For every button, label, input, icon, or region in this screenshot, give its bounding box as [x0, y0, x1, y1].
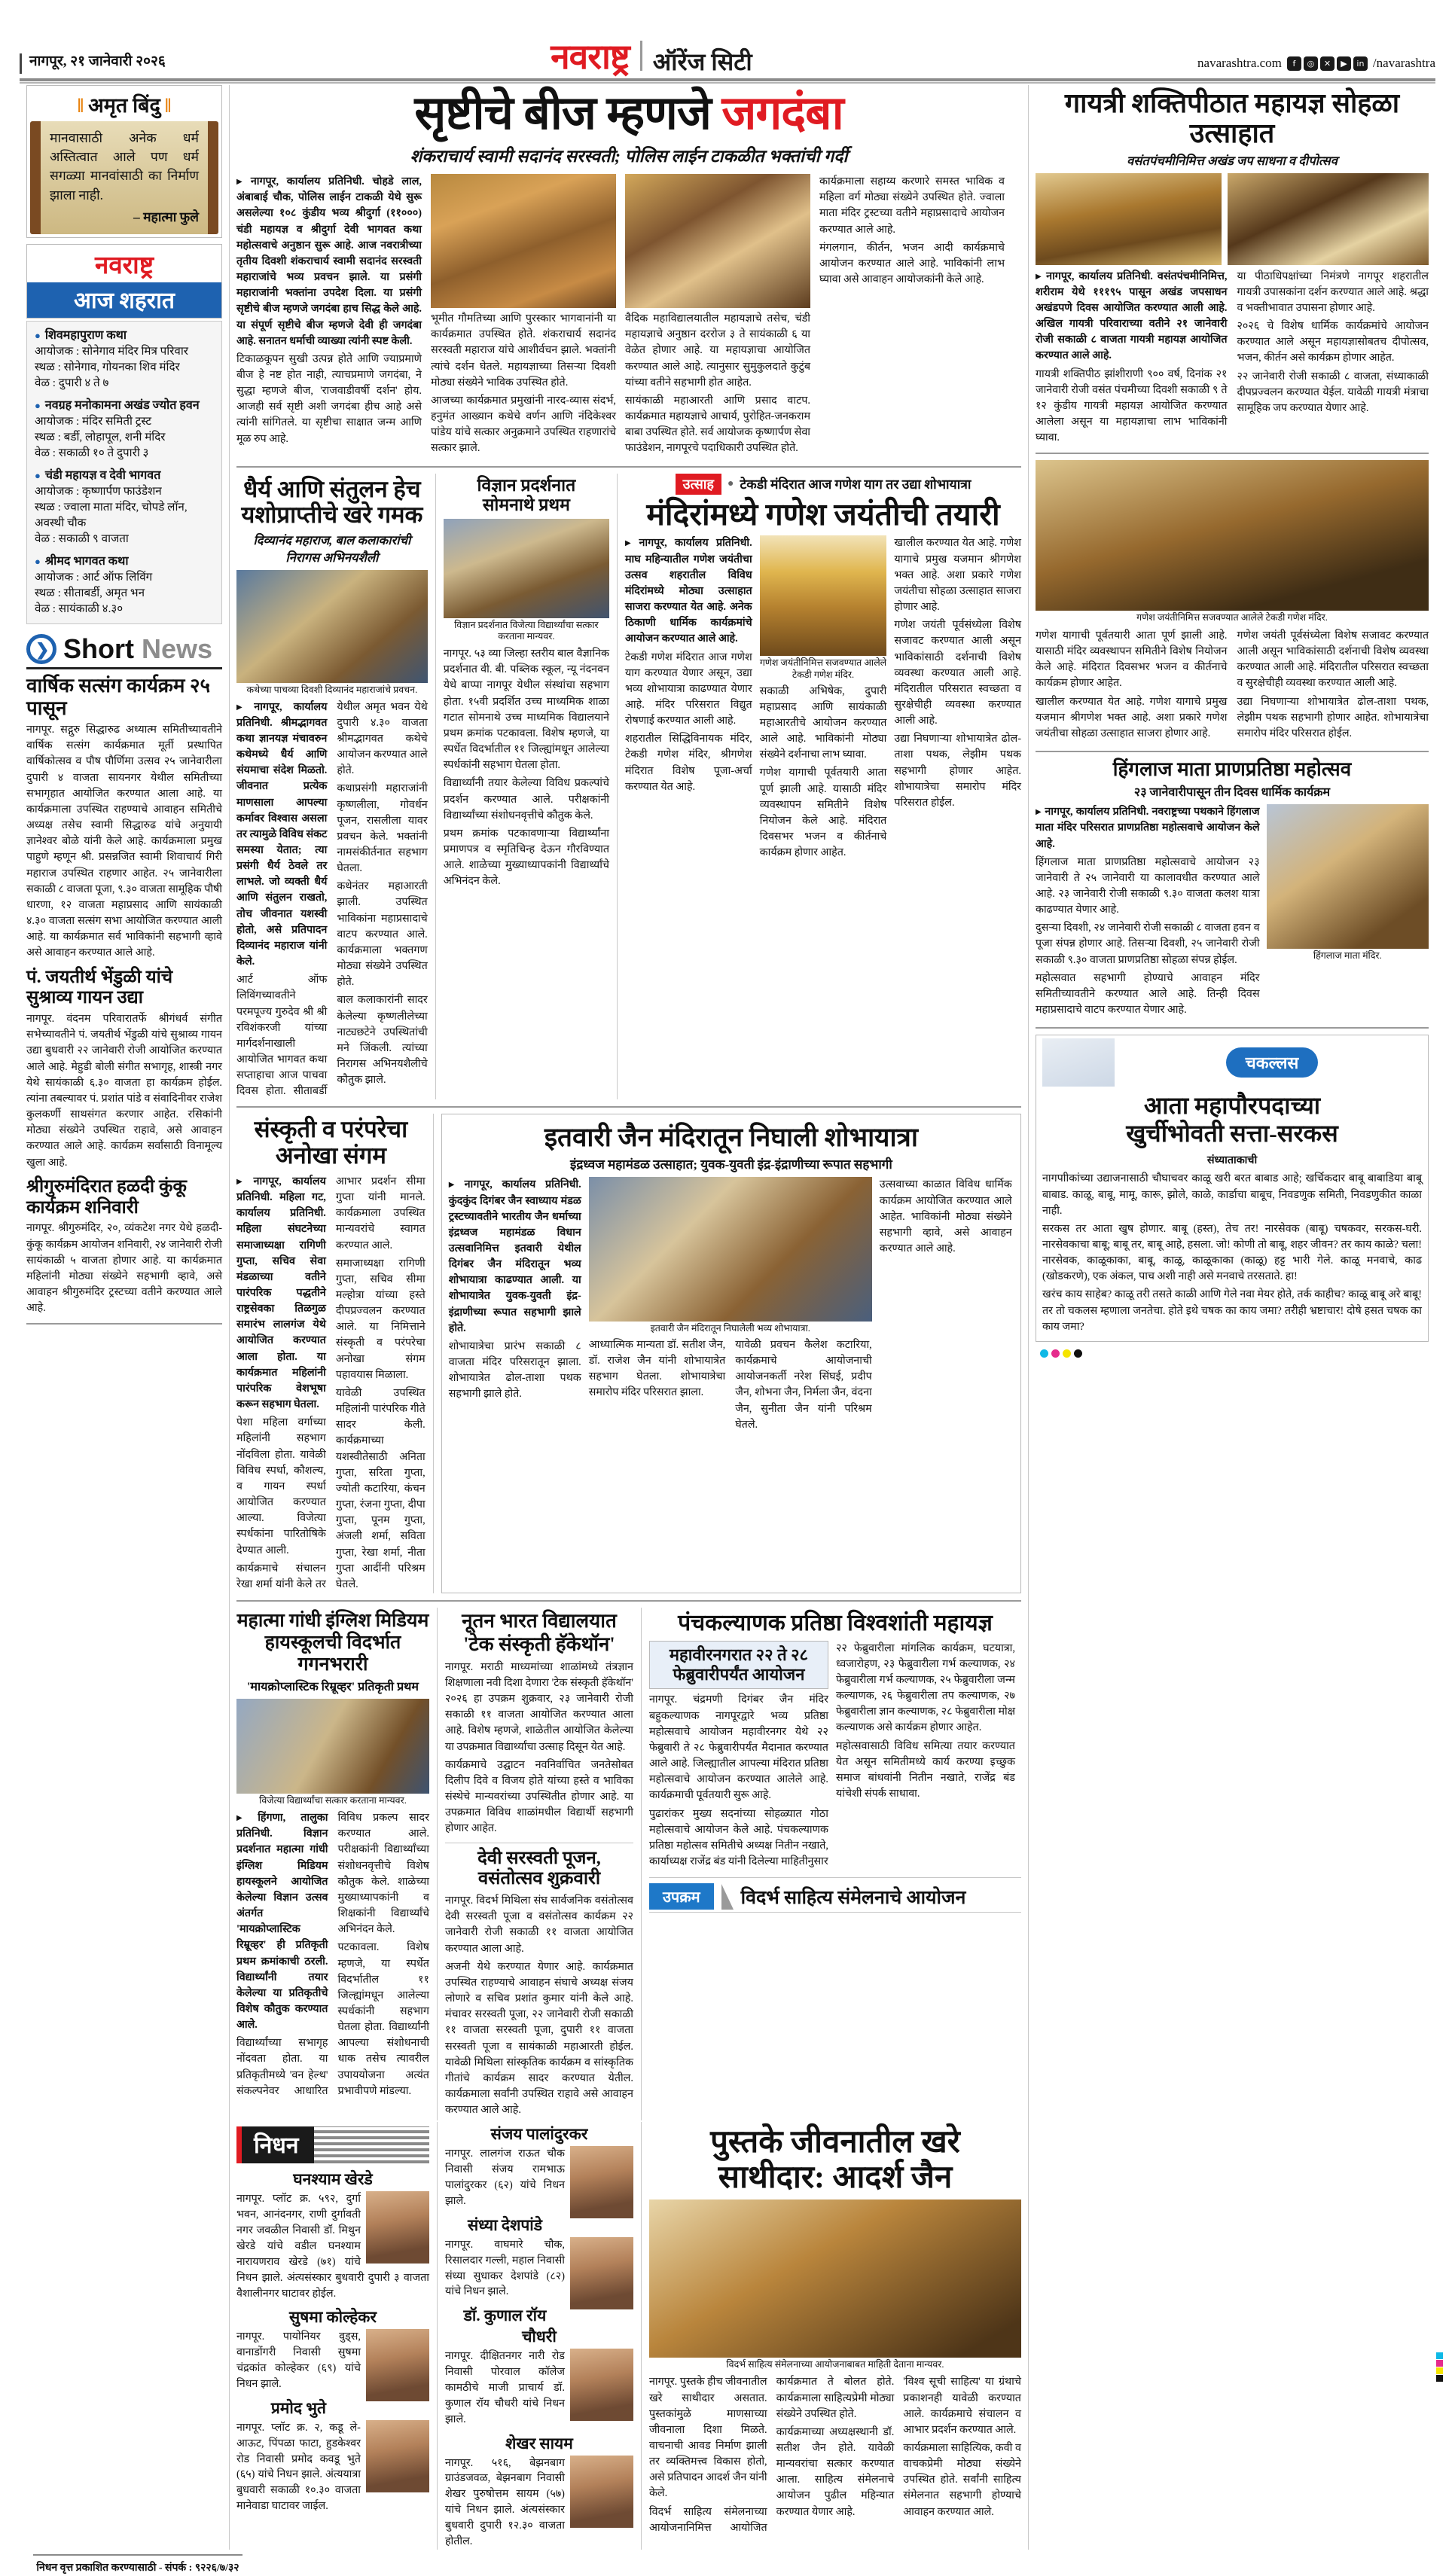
- section-divider: [236, 1600, 1021, 1602]
- ganesh-col-3: [894, 535, 1021, 863]
- obituary-name: सुषमा कोल्हेकर: [288, 2308, 377, 2327]
- hinglaj-text: [1036, 804, 1260, 1020]
- lead-headline-black: सृष्टीचे बीज म्हणजे: [414, 88, 711, 139]
- list-item: [236, 2398, 429, 2514]
- linkedin-icon[interactable]: in: [1353, 56, 1368, 71]
- nidhan-header: [236, 2126, 429, 2163]
- section-divider: [1036, 453, 1429, 454]
- ganesh-temple-photo: [1036, 460, 1429, 611]
- paragraph: उद्या निघणाऱ्या शोभायात्रेत ढोल-ताशा पथक, लेझीम पथक सहभागी होणार आहेत. शोभायात्रेचा समारोप मंदिर परिसरात होईल.: [1237, 695, 1429, 739]
- amrit-quote-text: मानवासाठी अनेक धर्म अस्तित्वात आले पण धर्म सगळ्या मानवांसाठी का निर्माण झाला नाही.: [50, 130, 199, 203]
- event-time: वेळ : सायंकाळी ४.३०: [35, 602, 124, 615]
- list-item: [445, 2305, 633, 2427]
- devi-body: [445, 1893, 633, 2118]
- article-ganesh: [618, 474, 1021, 1100]
- ornament-left-icon: ‖: [77, 95, 84, 117]
- obituary-photo: [570, 2349, 633, 2421]
- article-vidnyan: [436, 474, 617, 1100]
- paragraph: नागपूर. चंद्रमणी दिगंबर जैन मंदिर बहुकल्याणक नागपूरद्वारे भव्य प्रतिष्ठा महोत्सवाचे आयोजन महावीरनगर येथे २२ फेब्रुवारी ते २८ फेब्रुवारीपर्यंत मैदानात करण्यात आले आहे. जिल्ह्यातील आपल्या मंदिरात प्रतिष्ठा महोत्सवाचे आयोजन करण्यात आलेले आहे. कार्यक्रमाची पूर्वतयारी सुरू आहे.: [648, 1693, 828, 1802]
- website-url[interactable]: navarashtra.com: [1197, 56, 1282, 70]
- paragraph: ▶ नागपूर, कार्यालय प्रतिनिधी. कुंदकुंद दिगंबर जैन स्वाध्याय मंडळ ट्रस्टच्यावतीने भारतीय जैन धर्माच्या इंद्रध्वज महामंडळ विधान उत्सवानिमित्त इतवारी येथील दिगंबर जैन मंदिरातून भव्य शोभायात्रा काढण्यात आली. या शोभायात्रेत युवक-युवती इंद्र-इंद्राणीच्या रूपात सहभागी झाले होते.: [449, 1177, 581, 1337]
- lead-col-1: [236, 174, 422, 459]
- paragraph: आध्यात्मिक मान्यता डॉ. सतीश जैन, डॉ. राजेश जैन यांनी शोभायात्रेत सहभाग घेतला. शोभायात्रेचा समारोप मंदिर परिसरात झाला.: [588, 1338, 726, 1399]
- section-divider: [236, 466, 1021, 468]
- paragraph: ▶ नागपूर, कार्यालय प्रतिनिधी. श्रीमद्भागवत कथा ज्ञानयज्ञ मंचावरुन कथेमध्ये धैर्य आणि संयमाचा संदेश मिळतो. जीवनात प्रत्येक माणसाला आपल्या कर्मावर विश्वास असला तर त्यामुळे विविध संकट समस्या येतात; त्या प्रसंगी धैर्य ठेवले तर लाभले. जो व्यक्ती धैर्य आणि संतुलन राखतो, तोच जीवनात यशस्वी होतो, असे प्रतिपादन दिव्यानंद महाराज यांनी केले.: [236, 700, 327, 971]
- nutan-body: [445, 1660, 633, 1837]
- lead-col-2: [431, 174, 616, 459]
- social-handle: /navarashtra: [1372, 56, 1435, 70]
- article-panchkalyanak: [642, 1608, 1021, 2120]
- article-mgandhi: [236, 1608, 437, 2120]
- paragraph: दुसऱ्या दिवशी, २४ जानेवारी रोजी सकाळी ८ वाजता हवन व पूजा संपन्न होणार आहे. तिसऱ्या दिवशी, २५ जानेवारी रोजी सकाळी ९.३० वाजता प्राणप्रतिष्ठा सोहळा संपन्न होईल.: [1036, 922, 1260, 966]
- lead-article-body: [236, 174, 1021, 459]
- list-item: [445, 2123, 633, 2209]
- list-item: [35, 553, 214, 617]
- jain-headline[interactable]: इतवारी जैन मंदिरातून निघाली शोभायात्रा: [544, 1123, 918, 1153]
- short-news-title: Short News: [63, 633, 213, 664]
- paragraph: ▶ नागपूर, कार्यालय प्रतिनिधी. माघ महिन्यातील गणेश जयंतीचा उत्सव शहरातील विविध मंदिरांमध्ये मोठ्या उत्साहात साजरा करण्यात येत आहे. अनेक ठिकाणी धार्मिक कार्यक्रमांचे आयोजन करण्यात आले आहे.: [625, 535, 752, 647]
- list-item: [445, 2433, 633, 2550]
- center-column: [230, 85, 1028, 2550]
- paragraph: नागपाीकांच्या उद्याजनासाठी चौघाचवर काळू खरी बरत बाबाड आहे; खर्चिकदार बाबू बाबाडिया बाबू बाबाड. काळू, बाबू, मामू, कारू, झोले, काळे, कार्डाचा बाबूच, निवडणुक समिती, निवडणुकीत काळा नाही.: [1042, 1172, 1422, 1217]
- masthead-brand: [551, 38, 752, 77]
- hinglaj-photo: [1267, 804, 1429, 949]
- amrit-quote-scroll: [30, 121, 218, 234]
- event-organizer: आयोजक : आर्ट ऑफ लिविंग: [35, 570, 153, 584]
- vidnyan-body: [444, 646, 609, 889]
- paragraph: २०२६ चे विशेष धार्मिक कार्यक्रमांचे आयोजन करण्यात आले असून महायज्ञासोबतच दीपोत्सव, भजन, कीर्तन असे कार्यक्रम होणार आहेत.: [1237, 320, 1429, 364]
- row-two: [236, 474, 1021, 1100]
- short-news-header: [26, 633, 222, 669]
- paragraph: कार्यक्रमाच्या अध्यक्षस्थानी डॉ. सतीश जैन होते. यावेळी मान्यवरांचा सत्कार करण्यात आला. साहित्य संमेलनाचे आयोजन पुढील महिन्यात करण्यात येणार आहे.: [776, 2425, 895, 2518]
- event-title: ● शिवमहापुराण कथा: [35, 328, 214, 344]
- list-item: [445, 2215, 633, 2300]
- paragraph: नागपूर. मराठी माध्यमांच्या शाळांमध्ये तंत्रज्ञान शिक्षणाला नवी दिशा देणारा 'टेक संस्कृती हॅकेथॉन' २०२६ हा उपक्रम शुक्रवार, २३ जानेवारी रोजी सकाळी ११ वाजता आयोजित करण्यात आला आहे. विशेष म्हणजे, शाळेतील आयोजित केलेल्या या उपक्रमात विद्यार्थ्यांचा उत्साह दिसून येत आहे.: [444, 1660, 633, 1753]
- pustake-headline[interactable]: पुस्तके जीवनातील खरे साथीदार: आदर्श जैन: [710, 2125, 960, 2195]
- paragraph: गणेश यागाची पूर्वतयारी आता पूर्ण झाली आहे. यासाठी मंदिर व्यवस्थापन समितीने विशेष नियोजन केले आहे. मंदिरात दिवसभर भजन व कीर्तनाचे कार्यक्रम होणार आहेत.: [759, 767, 887, 859]
- gayatri-headline[interactable]: गायत्री शक्तिपीठात महायज्ञ सोहळा उत्साहात: [1064, 88, 1400, 149]
- section-divider: [26, 1323, 222, 1325]
- nutan-headline[interactable]: नूतन भारत विद्यालयात 'टेक संस्कृती हॅकेथॉन': [462, 1610, 617, 1655]
- paragraph: खरंच काय साहेब? काळू तरी तसते काळी आणि गेले नवा मेयर होते, तर्क काहीच? काळू बाबू अरे बाबू! तर तो चकलस म्हणाला जनतेचा. होते इथे चषक का काय जमा? तरीही भ्रष्टाचार! दोषे हसत चषक का काय जमा?: [1042, 1288, 1422, 1333]
- ganesh-body-row: [625, 535, 1021, 863]
- paragraph: यावेळी उपस्थित महिलांनी पारंपरिक गीते सादर केली. कार्यक्रमाच्या यशस्वीतेसाठी अनिता गुप्ता, सरिता गुप्ता, ज्योती कटारिया, कंचन गुप्ता, रंजना गुप्ता, दीपा गुप्ता, पूनम गुप्ता, अंजली शर्मा, सविता गुप्ता, रेखा शर्मा, नीता गुप्ता आदींनी परिश्रम घेतले.: [335, 1386, 426, 1590]
- hinglaj-photo-wrap: [1267, 804, 1429, 1020]
- section-divider: [236, 1106, 1021, 1108]
- article-hinglaj: [1036, 758, 1429, 1020]
- jain-col-1: [449, 1177, 581, 1433]
- logo-divider: [640, 41, 642, 71]
- left-sidebar: [20, 85, 229, 2550]
- jain-caption: इतवारी जैन मंदिरातून निघालेली भव्य शोभायात्रा.: [650, 1323, 810, 1334]
- paragraph: मंगलगान, कीर्तन, भजन आदी कार्यक्रमाचे आयोजन करण्यात आले आहे. भाविकांनी लाभ घ्यावा असे आवाहन आयोजकांनी केले आहे.: [819, 241, 1005, 286]
- paragraph: महोत्सवात सहभागी होण्याचे आवाहन मंदिर समितीच्यावतीने करण्यात आले आहे. तिन्ही दिवस महाप्रसादाचे वाटप करण्यात येणार आहे.: [1036, 971, 1260, 1017]
- paragraph: अजनी येथे करण्यात येणार आहे. कार्यक्रमात उपस्थित राहण्याचे आवाहन संघाचे अध्यक्ष संजय लोणारे व सचिव प्रशांत कुमार यांनी केले आहे. मंचावर सरस्वती पूजा, २२ जानेवारी रोजी सकाळी ११ वाजता सरस्वती पूजा, दुपारी ११ वाजता सरस्वती पूजा व सायंकाळी महाआरती होईल. यावेळी मिथिला सांस्कृतिक कार्यक्रम व सांस्कृतिक गीतांचे कार्यक्रम सादर करण्यात येतील. कार्यक्रमाला सर्वांनी उपस्थित राहावे असे आवाहन करण्यात आले आहे.: [444, 1960, 633, 2117]
- event-title: ● नवग्रह मनोकामना अखंड ज्योत हवन: [35, 398, 214, 414]
- mgandhi-photo: [236, 1699, 429, 1794]
- pustake-photo: [649, 2200, 1021, 2358]
- gayatri-kicker: वसंतपंचमीनिमित्त अखंड जप साधना व दीपोत्सव: [1127, 153, 1338, 168]
- masthead: [14, 0, 1441, 77]
- upakram-title: विदर्भ साहित्य संमेलनाचे आयोजन: [740, 1887, 966, 1908]
- paragraph: हिंगलाज माता प्राणप्रतिष्ठा महोत्सवाचे आयोजन २३ जानेवारी ते २५ जानेवारी या कालावधीत करण्यात आले आहे. २३ जानेवारी रोजी सकाळी ९.३० वाजता कलश यात्रा काढण्यात येणार आहे.: [1036, 855, 1260, 916]
- paragraph: गायत्री शक्तिपीठ झांशीराणी ९०० वर्ष, दिनांक २१ जानेवारी रोजी वसंत पंचमीच्या दिवशी सकाळी ९ ते १२ कुंडीय गायत्री महायज्ञ आयोजित करण्यात आलेला असून या महायज्ञाचा लाभ भाविकांनी घ्यावा.: [1036, 367, 1228, 444]
- masthead-rule-thick: [20, 78, 1435, 81]
- gayatri-body: [1036, 269, 1429, 447]
- chakallas-header: [1036, 1035, 1429, 1090]
- amrit-bindu-box: [26, 85, 222, 238]
- ganesh-col-2: [760, 535, 887, 863]
- event-time: वेळ : सकाळी १० ते दुपारी ३: [35, 446, 149, 459]
- bullet-icon: ●: [727, 477, 734, 489]
- arrow-circle-icon: [26, 634, 56, 664]
- jain-photo: [589, 1177, 872, 1322]
- paragraph: उत्सवाच्या काळात विविध धार्मिक कार्यक्रम आयोजित करण्यात आले आहेत. भाविकांनी मोठ्या संख्येने सहभागी व्हावे, असे आवाहन करण्यात आले आहे.: [879, 1178, 1012, 1254]
- nidhan-col-2: [438, 2122, 641, 2549]
- dhairya-photo: [236, 570, 428, 683]
- jain-kicker: इंद्रध्वज महामंडळ उत्साहात; युवक-युवती इंद्र-इंद्राणीच्या रूपात सहभागी: [570, 1157, 892, 1172]
- main-grid: [14, 85, 1441, 2550]
- nidhan-stripes: [314, 2126, 429, 2163]
- dhairya-caption: कथेच्या पाचव्या दिवशी दिव्यानंद महाराजांचे प्रवचन.: [246, 684, 418, 695]
- short-news-body: नागपूर. श्रीगुरुमंदिर, २०, व्यंकटेश नगर येथे हळदी-कुंकू कार्यक्रम आयोजन शनिवारी, २४ जानेवारी रोजी सायंकाळी ५ वाजता होणार आहे. या कार्यक्रमात महिलांनी मोठ्या संख्येने सहभागी व्हावे, असे आवाहन श्रीगुरुमंदिर ट्रस्टच्या वतीने करण्यात आले आहे.: [26, 1222, 222, 1315]
- hinglaj-caption: हिंगलाज माता मंदिर.: [1313, 950, 1382, 962]
- right-column: [1029, 85, 1435, 2550]
- obituary-text: नागपूर. पायोनियर वुड्स, वानाडोंगरी निवासी सुषमा चंद्रकांत कोल्हेकर (६९) यांचे निधन झाले.: [236, 2329, 429, 2392]
- paragraph: सायंकाळी महाआरती आणि प्रसाद वाटप. कार्यक्रमात महायज्ञाचे आचार्य, पुरोहित-जनकराम बाबा उपस्थित होते. सर्व आयोजक कृष्णार्पण सेवा फाउंडेशन, नागपूरचे पदाधिकारी उपस्थित होते.: [625, 394, 810, 455]
- mgandhi-body: [236, 1810, 429, 2100]
- paragraph: विद्यार्थ्यांनी तयार केलेल्या विविध प्रकल्पांचे प्रदर्शन करण्यात आले. परीक्षकांनी विद्यार्थ्यांच्या संशोधनवृत्तीचे कौतुक केले.: [443, 777, 609, 822]
- paragraph: नागपूर. विदर्भ मिथिला संघ सार्वजनिक वसंतोत्सव देवी सरस्वती पूजा व वसंतोत्सव कार्यक्रम २२ जानेवारी रोजी सकाळी ११ वाजता आयोजित करण्यात आला आहे.: [444, 1895, 633, 1955]
- obituary-name: संध्या देशपांडे: [467, 2215, 542, 2234]
- temple-photo-caption: गणेश जयंतीनिमित्त सजवण्यात आलेले टेकडी गणेश मंदिर.: [1136, 612, 1328, 623]
- article-dhairya: [236, 474, 435, 1100]
- paragraph: शहरातील सिद्धिविनायक मंदिर, टेकडी गणेश मंदिर, श्रीगणेश मंदिरात विशेष पूजा-अर्चा करण्यात येत आहे.: [625, 733, 752, 793]
- paragraph: कार्यक्रमाला सहाय्य करणारे समस्त भाविक व महिला वर्ग मोठ्या संख्येने उपस्थित होते. ज्वाला माता मंदिर ट्रस्टच्या वतीने महाप्रसादाचे आयोजन करण्यात आले आहे.: [819, 175, 1005, 236]
- chakallas-headline[interactable]: आता महापौरपदाच्या खुर्चीभोवती सत्ता-सरकस: [1036, 1090, 1429, 1149]
- jain-col-3: [880, 1177, 1012, 1433]
- twitter-x-icon[interactable]: ✕: [1320, 56, 1335, 71]
- lead-col-4: [819, 174, 1005, 459]
- hinglaj-kicker: २३ जानेवारीपासून तीन दिवस धार्मिक कार्यक्रम: [1133, 786, 1331, 800]
- ganesh-kicker: टेकडी मंदिरात आज गणेश याग तर उद्या शोभायात्रा: [740, 476, 972, 492]
- article-jain: [441, 1114, 1021, 1593]
- paragraph: २२ फेब्रुवारीला मांगलिक कार्यक्रम, घटयात्रा, ध्वजारोहण, २३ फेब्रुवारीला गर्भ कल्याणक, २४ फेब्रुवारीला गर्भ कल्याणक, २५ फेब्रुवारीला जन्म कल्याणक, २६ फेब्रुवारीला तप कल्याणक, २७ फेब्रुवारीला ज्ञान कल्याणक, २८ फेब्रुवारीला मोक्ष कल्याणक असे कार्यक्रम होणार आहेत.: [835, 1642, 1015, 1734]
- obituary-name: शेखर सायम: [505, 2434, 573, 2453]
- obituary-photo: [366, 2191, 429, 2264]
- paragraph: यावेळी प्रवचन कैलेश कटारिया, कार्यक्रमाचे आयोजनाची आयोजनकर्ती नरेश सिंघई, प्रदीप जैन, शोभना जैन, निर्मला जैन, वंदना जैन, सुनीता जैन यांनी परिश्रम घेतले.: [735, 1338, 872, 1431]
- paragraph: पटकावला. विशेष म्हणजे, या स्पर्धेत विदर्भातील ११ जिल्ह्यांमधून आलेल्या स्पर्धकांनी सहभाग घेतला होता. विद्यार्थ्यांनी आपल्या संशोधनाची धाक तसेच त्यावरील उपाययोजना अत्यंत प्रभावीपणे मांडल्या.: [337, 1941, 429, 2097]
- paragraph: 'विश्व सूची साहित्य' या ग्रंथाचे प्रकाशनही यावेळी करण्यात आले. कार्यक्रमाचे संचालन व आभार प्रदर्शन करण्यात आले.: [903, 2376, 1021, 2436]
- amrit-bindu-title: ‖ अमृत बिंदु ‖: [77, 94, 172, 117]
- badge-brand: नवराष्ट्र: [95, 252, 154, 279]
- paragraph: भूमीत गौमतिच्या आणि पुरस्कार भागवानांनी या कार्यक्रमात उपस्थित होते. शंकराचार्य सदानंद सरस्वती महाराज यांचे आशीर्वचन झाले. भक्तांनी त्यांचे दर्शन घेतले. महायज्ञाच्या तिसऱ्या दिवशी मोठ्या संख्येने भाविक उपस्थित होते.: [431, 312, 616, 389]
- obituary-name: संजय पालांदुरकर: [490, 2125, 588, 2144]
- obituary-text: नागपूर. प्लॉट क्र. ५९२, दुर्गा भवन, आनंदनगर, राणी दुर्गावती नगर जवळील निवासी डॉ. मिथुन खेरडे यांचे वडील घनश्याम नारायणराव खेरडे (७१) यांचे निधन झाले. अंत्यसंस्कार बुधवारी दुपारी ३ वाजता वैशालीनगर घाटावर होईल.: [236, 2193, 429, 2300]
- paragraph: कथेनंतर महाआरती झाली. उपस्थित भाविकांना महाप्रसादाचे वाटप करण्यात आले. कार्यक्रमाला भक्तगण मोठ्या संख्येने उपस्थित होते.: [337, 880, 428, 989]
- pustake-body: [649, 2374, 1021, 2536]
- obituary-text: नागपूर. लालगंज राऊत चौक निवासी संजय रामभाऊ पालांदुरकर (६२) यांचे निधन झाले.: [445, 2146, 633, 2209]
- gayatri-photo-2: [1228, 173, 1429, 265]
- paragraph: कार्यक्रमाचे उद्घाटन नवनिर्वाचित जनतेसोबत दिलीप दिवे व विजय होते यांच्या हस्ते व भाविका संस्थेचे मान्यवरांच्या उपस्थितीत होणार आहे. या उपक्रमात विविध शाळांमधील विद्यार्थी सहभागी होणार आहेत.: [444, 1758, 633, 1835]
- short-news-headline[interactable]: पं. जयतीर्थ भेंडुळी यांचे सुश्राव्य गायन उद्या: [26, 967, 173, 1008]
- list-item: [236, 2306, 429, 2392]
- upakram-badge: उपक्रम: [649, 1883, 714, 1910]
- obituary-text: नागपूर. दीक्षितनगर नारी रोड निवासी पोरवाल कॉलेज कामठीचे माजी प्राचार्य डॉ. कुणाल रॉय चौधरी यांचे निधन झाले.: [445, 2349, 633, 2427]
- obituary-text: नागपूर. वाघमारे चौक, रिसालदार गल्ली, महाल निवासी संध्या सुधाकर देशपांडे (८२) यांचे निधन झाले.: [445, 2237, 633, 2300]
- facebook-icon[interactable]: f: [1287, 56, 1301, 71]
- row-five: [236, 2122, 1021, 2549]
- paragraph: पुढारांकर मुख्य सदनांच्या सोहळ्यात गोठा महोत्सवाचे आयोजन केले आहे. पंचकल्याणक प्रतिष्ठा महोत्सव समितीचे अध्यक्ष नितीन नखाते, कार्याध्यक्ष राजेंद्र बंड यांनी दिलेल्या माहितीनुसार: [648, 1807, 828, 1867]
- jain-col-2: [589, 1177, 872, 1433]
- registration-dots: [1036, 1349, 1429, 1358]
- paragraph: सकाळी अभिषेक, दुपारी महाप्रसाद आणि सायंकाळी महाआरतीचे आयोजन करण्यात आले आहे. भाविकांनी मोठ्या संख्येने दर्शनाचा लाभ घ्यावा.: [759, 684, 887, 761]
- short-news-headline[interactable]: वार्षिक सत्संग कार्यक्रम २५ पासून: [26, 674, 210, 719]
- event-venue: स्थळ : सीताबर्डी, अमृत भन: [35, 586, 145, 599]
- newspaper-logo: नवराष्ट्र: [551, 38, 630, 77]
- lead-col-3: [625, 174, 810, 459]
- nidhan-title: निधन: [236, 2126, 314, 2163]
- ganesh-kicker-row: [625, 474, 1021, 495]
- paragraph: खालील करण्यात येत आहे. गणेश यागाचे प्रमुख यजमान श्रीगणेश भक्त आहे. अशा प्रकारे गणेश जयंतीचा सोहळा उत्साहात साजरा होणार आहे.: [894, 537, 1022, 614]
- obituary-photo: [366, 2329, 429, 2401]
- ornament-right-icon: ‖: [164, 95, 172, 117]
- paragraph: कार्यक्रमाला साहित्यिक, कवी व वाचकप्रेमी मोठ्या संख्येने उपस्थित होते. सर्वांनी साहित्य संमेलनात सहभागी होण्याचे आवाहन करण्यात आले.: [903, 2441, 1021, 2518]
- paragraph: संध्याताकाची: [1206, 1154, 1258, 1167]
- ganesh-right-body: [1036, 628, 1429, 744]
- event-time: वेळ : दुपारी ४ ते ७: [35, 376, 109, 389]
- divider: [649, 1912, 1021, 1913]
- section-divider: [1036, 751, 1429, 752]
- page-title: [236, 90, 1021, 139]
- obituary-photo: [366, 2420, 429, 2492]
- obituary-photo: [570, 2237, 633, 2309]
- cmyk-marks: [1436, 2352, 1443, 2382]
- paragraph: नागपूर. ५३ व्या जिल्हा स्तरीय बाल वैज्ञानिक प्रदर्शनात वी. बी. पब्लिक स्कूल, न्यू नंदनवन येथे बाप्पा नागपूर येथील संस्थांचा सहभाग होता. १५वी प्रदर्शित उच्च माध्यमिक शाळा गटात सोमनाथे उच्च माध्यमिक विद्यालयाने प्रथम क्रमांक पटकावला. विशेष म्हणजे, या स्पर्धेत विदर्भातील ११ जिल्ह्यांमधून आलेल्या स्पर्धकांनी सहभाग घेतला होता.: [443, 648, 609, 772]
- paragraph: गणेश यागाची पूर्वतयारी आता पूर्ण झाली आहे. यासाठी मंदिर व्यवस्थापन समितीने विशेष नियोजन केले आहे. मंदिरात दिवसभर भजन व कीर्तनाचे कार्यक्रम होणार आहेत.: [1036, 629, 1228, 690]
- obituary-text: नागपूर. ५१६, बेझनबाग ग्राउंडजवळ, बेझनबाग निवासी शेखर पुरुषोत्तम सायम (५७) यांचे निधन झाले. अंत्यसंस्कार बुधवारी दुपारी १२.३० वाजता होतील.: [445, 2456, 633, 2550]
- pustake-caption: विदर्भ साहित्य संमेलनाच्या आयोजनाबाबत माहिती देताना मान्यवर.: [726, 2358, 944, 2370]
- vidnyan-headline[interactable]: विज्ञान प्रदर्शनात सोमनाथे प्रथम: [477, 475, 576, 515]
- paragraph: कार्यक्रमाचे संचालन रेखा शर्मा यांनी केले तर आभार प्रदर्शन सीमा गुप्ता यांनी मानले. कार्यक्रमाला उपस्थित मान्यवरांचे स्वागत करण्यात आले.: [236, 1175, 426, 1590]
- today-events-list: [26, 321, 222, 624]
- ganesh-caption: गणेश जयंतीनिमित्त सजवण्यात आलेले टेकडी गणेश मंदिर.: [759, 657, 887, 681]
- event-organizer: आयोजक : कृष्णार्पण फाउंडेशन: [35, 484, 162, 498]
- paragraph: ▶ नागपूर, कार्यालय प्रतिनिधी. महिला गट, कार्यालय प्रतिनिधी. महिला संघटनेच्या समाजाध्यक्षा रागिणी गुप्ता, सचिव सेवा मंडळाच्या वतीने पारंपरिक पद्धतीने राष्ट्रसेवका तिळगुळ समारंभ लालगंज येथे आयोजित करण्यात आला होता. या कार्यक्रमात महिलांनी पारंपरिक वेशभूषा करून सहभाग घेतला.: [236, 1174, 326, 1413]
- chakallas-body: [1036, 1149, 1429, 1342]
- masthead-rule-thin: [20, 82, 1435, 84]
- black-mark: [1436, 2375, 1443, 2382]
- panch-headline[interactable]: पंचकल्याणक प्रतिष्ठा विश्वशांती महायज्ञ: [678, 1611, 993, 1636]
- row-three: [236, 1114, 1021, 1593]
- list-item: [236, 2169, 429, 2301]
- youtube-icon[interactable]: ▶: [1337, 56, 1351, 71]
- paragraph: खालील करण्यात येत आहे. गणेश यागाचे प्रमुख यजमान श्रीगणेश भक्त आहे. अशा प्रकारे गणेश जयंतीचा सोहळा उत्साहात साजरा होणार आहे.: [1036, 695, 1228, 739]
- date-line: नागपूर, २१ जानेवारी २०२६: [20, 53, 166, 74]
- short-news-headline[interactable]: श्रीगुरुमंदिरात हळदी कुंकू कार्यक्रम शनिवारी: [26, 1176, 187, 1218]
- mgandhi-kicker: 'मायक्रोप्लास्टिक रिम्रूव्हर' प्रतिकृती प्रथम: [246, 1681, 419, 1694]
- paragraph: २२ जानेवारी रोजी सकाळी ८ वाजता, संध्याकाळी दीपप्रज्वलन करण्यात येईल. यावेळी गायत्री मंत्राचा सामूहिक जप करण्यात येणार आहे.: [1237, 370, 1429, 414]
- sanskruti-body: [236, 1174, 426, 1594]
- paragraph: पेशा महिला वर्गाच्या महिलांनी सहभाग नोंदविला होता. यावेळी विविध स्पर्धा, कौशल्य, व गायन स्पर्धा आयोजित करण्यात आल्या. विजेत्या स्पर्धकांना पारितोषिके देण्यात आली.: [236, 1416, 326, 1556]
- paragraph: विद्यार्थ्यांच्या सभागृह नोंदवता होता. या प्रतिकृतीमध्ये 'वन हेल्थ' संकल्पनेवर आधारित विविध प्रकल्प सादर करण्यात आले. परीक्षकांनी विद्यार्थ्यांच्या संशोधनवृत्तीचे विशेष कौतुक केले. शाळेच्या मुख्याध्यापकांनी व शिक्षकांनी विद्यार्थ्यांचे अभिनंदन केले.: [236, 1812, 429, 2097]
- mgandhi-caption: विजेत्या विद्यार्थ्यांचा सत्कार करताना मान्यवर.: [259, 1795, 407, 1806]
- panch-body-row: [649, 1641, 1021, 1873]
- magenta-mark: [1436, 2360, 1443, 2367]
- jain-body-row: [449, 1177, 1014, 1433]
- paragraph: टेकडी गणेश मंदिरात आज गणेश याग करण्यात येणार असून, उद्या भव्य शोभायात्रा काढण्यात येणार आहे. मंदिर परिसरात विद्युत रोषणाई करण्यात आली आहे.: [625, 651, 752, 727]
- obituary-name: डॉ. कुणाल रॉय चौधरी: [463, 2306, 557, 2346]
- amrit-quote-attribution: – महात्मा फुले: [133, 209, 199, 224]
- paragraph: नागपूर. पुस्तके हीच जीवनातील खरे साथीदार असतात. पुस्तकांमुळे माणसाच्या जीवनाला दिशा मिळते. वाचनाची आवड निर्माण झाली तर व्यक्तिमत्त्व विकास होतो, असे प्रतिपादन आदर्श जैन यांनी केले.: [648, 2376, 767, 2500]
- paragraph: ▶ हिंगणा, तालुका प्रतिनिधी. विज्ञान प्रदर्शनात महात्मा गांधी इंग्लिश मिडियम हायस्कूलने आयोजित केलेल्या विज्ञान उत्सव अंतर्गत 'मायक्रोप्लास्टिक रिम्रूव्हर' ही प्रतिकृती प्रथम क्रमांकाची ठरली. विद्यार्थ्यांनी तयार केलेल्या या प्रतिकृतीचे विशेष कौतुक करण्यात आले.: [236, 1810, 328, 2033]
- paragraph: आर्ट ऑफ लिविंगच्यावतीने परमपूज्य गुरुदेव श्री श्री रविशंकरजी यांच्या मार्गदर्शनाखाली आयोजित भागवत कथा सप्ताहाचा आज पाचवा दिवस होता. सीताबर्डी येथील अमृत भवन येथे दुपारी ४.३० वाजता श्रीमद्भागवत कथेचे आयोजन करण्यात आले होते.: [236, 700, 428, 1098]
- obituary-photo: [570, 2146, 633, 2218]
- slash-divider-icon: [721, 1884, 734, 1910]
- paragraph: विदर्भ साहित्य संमेलनाच्या आयोजनानिमित्त आयोजित कार्यक्रमात ते बोलत होते. कार्यक्रमाला साहित्यप्रेमी मोठ्या संख्येने उपस्थित होते.: [648, 2376, 895, 2534]
- nidhan-footer: निधन वृत्त प्रकाशित करण्यासाठी - संपर्क : ९२२६/७/३२: [33, 2554, 242, 2576]
- paragraph: ▶ नागपूर, कार्यालय प्रतिनिधी. नवराष्ट्रच्या पथकाने हिंगलाज माता मंदिर परिसरात प्राणप्रतिष्ठा महोत्सवाचे आयोजन केले आहे.: [1036, 804, 1260, 852]
- event-title: ● चंडी महायज्ञ व देवी भागवत: [35, 468, 214, 484]
- obituary-name: प्रमोद भुते: [270, 2398, 327, 2417]
- hinglaj-headline[interactable]: हिंगलाज माता प्राणप्रतिष्ठा महोत्सव: [1112, 758, 1352, 781]
- masthead-web-info: [1197, 56, 1435, 74]
- event-venue: स्थळ : बर्डी, लोहापूल, शनी मंदिर: [35, 430, 166, 444]
- yellow-mark: [1436, 2367, 1443, 2374]
- short-news-body: नागपूर. सद्गुरु सिद्धारुढ अध्यात्म समितीच्यावतीने वार्षिक सत्संग कार्यक्रमात मूर्ती प्रस्थापित वार्षिकोत्सव व पौष पौर्णिमा उत्सव २५ जानेवारीला दुपारी ४ वाजता सायनगर येथील समितीच्या सभागृहात आयोजित करण्यात आला आहे. या कार्यक्रमाला उपस्थित राहण्याचे आवाहन समितीचे अध्यक्ष तसेच स्वामी सिद्धारुढ यांचे अनुयायी ज्ञानेश्वर बोळे यांनी केले आहे. कार्यक्रमाला प्रमुख पाहुणे म्हणून श्री. प्रसन्नजित स्वामी शिवाचार्य गिरी महाराज उपस्थित राहणार आहेत. २५ जानेवारीला सकाळी ८ वाजता पूजा, ९.३० वाजता सामूहिक पौषी धारणा, १२ वाजता महाप्रसाद आणि सायंकाळी ४.३० वाजता सत्संग सभा आयोजित करण्यात आली आहे. या कार्यक्रमात सर्व भाविकांनी सहभागी व्हावे असे आवाहन करण्यात आले आहे.: [26, 724, 222, 959]
- paragraph: महोत्सवासाठी विविध समित्या तयार करण्यात येत असून समितीमध्ये कार्य करण्या इच्छुक समाज बांधवांनी नितीन नखाते, राजेंद्र बंड यांचेशी संपर्क साधावा.: [835, 1739, 1015, 1800]
- event-organizer: आयोजक : सोनेगाव मंदिर मित्र परिवार: [35, 345, 189, 358]
- instagram-icon[interactable]: ◎: [1304, 56, 1318, 71]
- list-item: [35, 398, 214, 462]
- column-divider: [433, 1114, 434, 1593]
- chakallas-badge: चकल्लस: [1226, 1047, 1319, 1078]
- paragraph: समाजाध्यक्षा रागिणी गुप्ता, सचिव सीमा मल्होत्रा यांच्या हस्ते दीपप्रज्वलन करण्यात आले. या निमित्ताने संस्कृती व परंपरेचा अनोखा संगम पहावयास मिळाला.: [335, 1257, 426, 1381]
- paragraph: बाल कलाकारांनी सादर केलेल्या कृष्णलीलेच्या नाट्यछटेने उपस्थितांची मने जिंकली. त्यांच्या निरागस अभिनयशैलीचे कौतुक झाले.: [337, 994, 428, 1087]
- event-organizer: आयोजक : मंदिर समिती ट्रस्ट: [35, 415, 151, 428]
- hinglaj-body-row: [1036, 804, 1429, 1020]
- paragraph: शोभायात्रेचा प्रारंभ सकाळी ८ वाजता मंदिर परिसरातून झाला. शोभायात्रेत ढोल-ताशा पथक सहभागी झाले होते.: [448, 1340, 581, 1401]
- event-title: ● श्रीमद भागवत कथा: [35, 553, 214, 570]
- section-divider: [1036, 1027, 1429, 1029]
- gayatri-photo-1: [1036, 173, 1222, 265]
- today-in-city-badge: [26, 244, 222, 319]
- paragraph: वैदिक महाविद्यालयातील महायज्ञाचे तसेच, चंडी महायज्ञाचे अनुष्ठान दररोज ३ ते सायंकाळी ६ या वेळेत होणार आहे. या महायज्ञाचा आयोजित करण्यात आले आहे. त्यानुसार सुमुकुलदाते कुटुंब यांच्या वतीने सहभागी होत आहेत.: [625, 312, 810, 389]
- cartoon-icon: [1042, 1038, 1115, 1087]
- devi-headline[interactable]: देवी सरस्वती पूजन, वसंतोत्सव शुक्रवारी: [477, 1848, 601, 1889]
- panch-col-1: [649, 1641, 828, 1873]
- divider: [649, 1877, 1021, 1878]
- row-four: [236, 1608, 1021, 2120]
- lead-photo-2: [625, 174, 810, 308]
- paragraph: ▶ नागपूर, कार्यालय प्रतिनिधी. वसंतपंचमीनिमित्त, शरीराम येथे १११९५ पासून अखंड जपसाधन अखंडपणे दिवस आयोजित करण्यात आली आहे. अखिल गायत्री परिवाराच्या वतीने २१ जानेवारी रोजी सकाळी ८ वाजता गायत्री महायज्ञ आयोजित करण्यात आले आहे.: [1036, 269, 1228, 364]
- upakram-tag-row: [649, 1883, 1021, 1910]
- paragraph: या पीठाधिपक्षांच्या निमंत्रणे नागपूर शहरातील गायत्री उपासकांना दर्शन करण्यात आले आहे. श्रद्धा व भक्तीभावात उपासना होणार आहे.: [1237, 270, 1429, 314]
- article-pustake: [642, 2122, 1021, 2549]
- dhairya-kicker: दिव्यानंद महाराज, बाल कलाकारांची निरागस अभिनयशैली: [253, 532, 411, 565]
- social-icons: [1287, 56, 1368, 71]
- article-sanskruti: [236, 1114, 433, 1593]
- short-news-body: नागपूर. वंदनम परिवारातर्फे श्रीगंधर्व संगीत सभेच्यावतीने पं. जयतीर्थ भेंडुळी यांचे सुश्राव्य गायन उद्या बुधवारी २२ जानेवारी रोजी आयोजित करण्यात आले आहे. मेहुडी बोली संगीत सभागृह, शास्त्री नगर येथे सायंकाळी ६.३० वाजता हा कार्यक्रम होईल. त्यांना तबल्यावर पं. प्रशांत पांडे व संवादिनीवर राजेश कुलकर्णी साथसंगत करणार आहेत. रसिकांनी मोठ्या संख्येने उपस्थित राहावे, असे आवाहन करण्यात आले आहे. कार्यक्रम सर्वांसाठी विनामूल्य खुला आहे.: [26, 1013, 222, 1169]
- ganesh-photo: [760, 535, 887, 656]
- status-badge: उत्साह: [676, 474, 721, 495]
- obituary-name: घनश्याम खेरडे: [293, 2170, 373, 2189]
- obituary-photo: [570, 2456, 633, 2528]
- paragraph: प्रथम क्रमांक पटकावणाऱ्या विद्यार्थ्यांना प्रमाणपत्र व स्मृतिचिन्ह देऊन गौरविण्यात आले. शाळेच्या मुख्याध्यापकांनी विद्यार्थ्यांचे अभिनंदन केले.: [443, 827, 609, 888]
- ganesh-headline[interactable]: मंदिरांमध्ये गणेश जयंतीची तयारी: [646, 496, 1000, 532]
- panch-subbox: महावीरनगरात २२ ते २८ फेब्रुवारीपर्यंत आयोजन: [649, 1641, 828, 1690]
- paragraph: उद्या निघणाऱ्या शोभायात्रेत ढोल-ताशा पथक, लेझीम पथक सहभागी होणार आहेत. शोभायात्रेचा समारोप मंदिर परिसरात होईल.: [894, 733, 1022, 809]
- paragraph: टिकाळकूपन सुखी उत्पन्न होते आणि ज्याप्रमाणे बीज हे नष्ट होत नाही, त्याचप्रमाणे जगदंबा, ने सुद्धा म्हणजे बीज, 'राजवाडीवर्षी दर्शन' होय. आजही सर्व सृष्टी अशी जगदंबा हीच आहे असे त्यांनी सांगितले. या सृष्टीचा साक्षात जन्म आणि मूळ रुप आहे.: [236, 352, 422, 445]
- article-chakallas: [1036, 1035, 1429, 1342]
- paragraph: गणेश जयंती पूर्वसंध्येला विशेष सजावट करण्यात आली असून भाविकांसाठी दर्शनाची विशेष व्यवस्था करण्यात आली आहे. मंदिरातील परिसरात स्वच्छता व सुरक्षेचीही व्यवस्था करण्यात आली आहे.: [1237, 629, 1429, 690]
- paragraph: कथाप्रसंगी महाराजांनी कृष्णलीला, गोवर्धन पूजन, रासलीला यावर प्रवचन केले. भक्तांनी नामसंकीर्तनात सहभाग घेतला.: [337, 782, 428, 875]
- edition-name: ऑरेंज सिटी: [652, 48, 752, 75]
- mgandhi-headline[interactable]: महात्मा गांधी इंग्लिश मिडियम हायस्कूलची विदर्भात गगनभरारी: [236, 1611, 429, 1675]
- event-venue: स्थळ : सोनेगाव, गोयनका शिव मंदिर: [35, 360, 180, 373]
- dhairya-body: [236, 700, 428, 1100]
- lead-photo: [431, 174, 616, 308]
- list-item: [35, 468, 214, 547]
- article-nutan: [438, 1608, 641, 2120]
- badge-title: आज शहरात: [27, 282, 221, 318]
- event-time: वेळ : सकाळी ९ वाजता: [35, 532, 129, 545]
- paragraph: सरकस तर आता खुष होणार. बाबू (हस्त), तेच तर! नारसेवक (बाबू) चषकवर, सरकस-घरी. नारसेवकाचा बाबू; बाबू तर, बाबू आहे, हसला. जो! कोणी तो बाबू, शहर जीवन? तर काय काळे? चला! नारसेवक, काळूकाका, बाबू, काळू, काळूकाका (काळू) हट्ट भारी गेले. काळू मनवाचे, काढ (खोडकरणे), एक अंकल, पाच अशी नाही असे मनवाचे तरसताते. हा!: [1042, 1222, 1422, 1283]
- sanskruti-headline[interactable]: संस्कृती व परंपरेचा अनोखा संगम: [254, 1116, 408, 1169]
- dhairya-headline[interactable]: धैर्य आणि संतुलन हेच यशोप्राप्तीचे खरे गमक: [241, 475, 423, 529]
- obituary-text: नागपूर. प्लॉट क्र. २, कडू ले-आऊट, पिंपळा फाटा, हुडकेश्वर रोड निवासी प्रमोद कवडू भुते (६५) यांचे निधन झाले. अंत्ययात्रा बुधवारी सकाळी १०.३० वाजता मानेवाडा घाटावर जाईल.: [236, 2420, 429, 2514]
- vidnyan-photo: [444, 519, 609, 618]
- ganesh-col-1: [625, 535, 752, 863]
- byline: ▶ नागपूर, कार्यालय प्रतिनिधी. चोहडे लाल, अंबाबाई चौक, पोलिस लाईन टाकळी येथे सुरू असलेल्या १०८ कुंडीय भव्य श्रीदुर्गा (११०००) चंडी महायज्ञ व श्रीदुर्गा देवी भागवत कथा महोत्सवाचे अनुष्ठान सुरू आहे. आज नवरात्रीच्या तृतीय दिवशी शंकराचार्य स्वामी सदानंद सरस्वती महाराजांचे भव्य प्रवचन झाले. या प्रसंगी महाराजांनी भक्तांना उपदेश दिला. या प्रसंगी सृष्टीचे बीज म्हणजे जगदंबा हाच सिद्ध केले आहे. या संपूर्ण सृष्टीचे बीज म्हणजे देवी ही जगदंबा आहे. सनातन धर्माची व्याख्या त्यांनी स्पष्ट केली.: [236, 174, 422, 349]
- cyan-mark: [1436, 2352, 1443, 2359]
- paragraph: गणेश जयंती पूर्वसंध्येला विशेष सजावट करण्यात आली असून भाविकांसाठी दर्शनाची विशेष व्यवस्था करण्यात आली आहे. मंदिरातील परिसरात स्वच्छता व सुरक्षेचीही व्यवस्था करण्यात आली आहे.: [894, 619, 1022, 727]
- paragraph: आजच्या कार्यक्रमात प्रमुखांनी नारद-व्यास संदर्भ, हनुमंत आख्यान कथेचे वर्णन आणि नंदिकेश्वर पांडेय यांचे सत्कार अनुक्रमाने उपस्थित राहणारांचे सत्कार झाले.: [431, 394, 616, 455]
- vidnyan-caption: विज्ञान प्रदर्शनात विजेत्या विद्यार्थ्यांचा सत्कार करताना मान्यवर.: [454, 619, 599, 642]
- panch-col-2: [836, 1641, 1015, 1873]
- gayatri-photos: [1036, 173, 1429, 265]
- nidhan-left-spacer: [236, 2122, 437, 2549]
- lead-subhead: शंकराचार्य स्वामी सदानंद सरस्वती; पोलिस लाईन टाकळीत भक्तांची गर्दी: [410, 147, 848, 166]
- event-venue: स्थळ : ज्वाला माता मंदिर, चोपडे लॉन, अवस्थी चौक: [35, 500, 188, 529]
- lead-headline-red: जगदंबा: [721, 88, 843, 139]
- list-item: [35, 328, 214, 392]
